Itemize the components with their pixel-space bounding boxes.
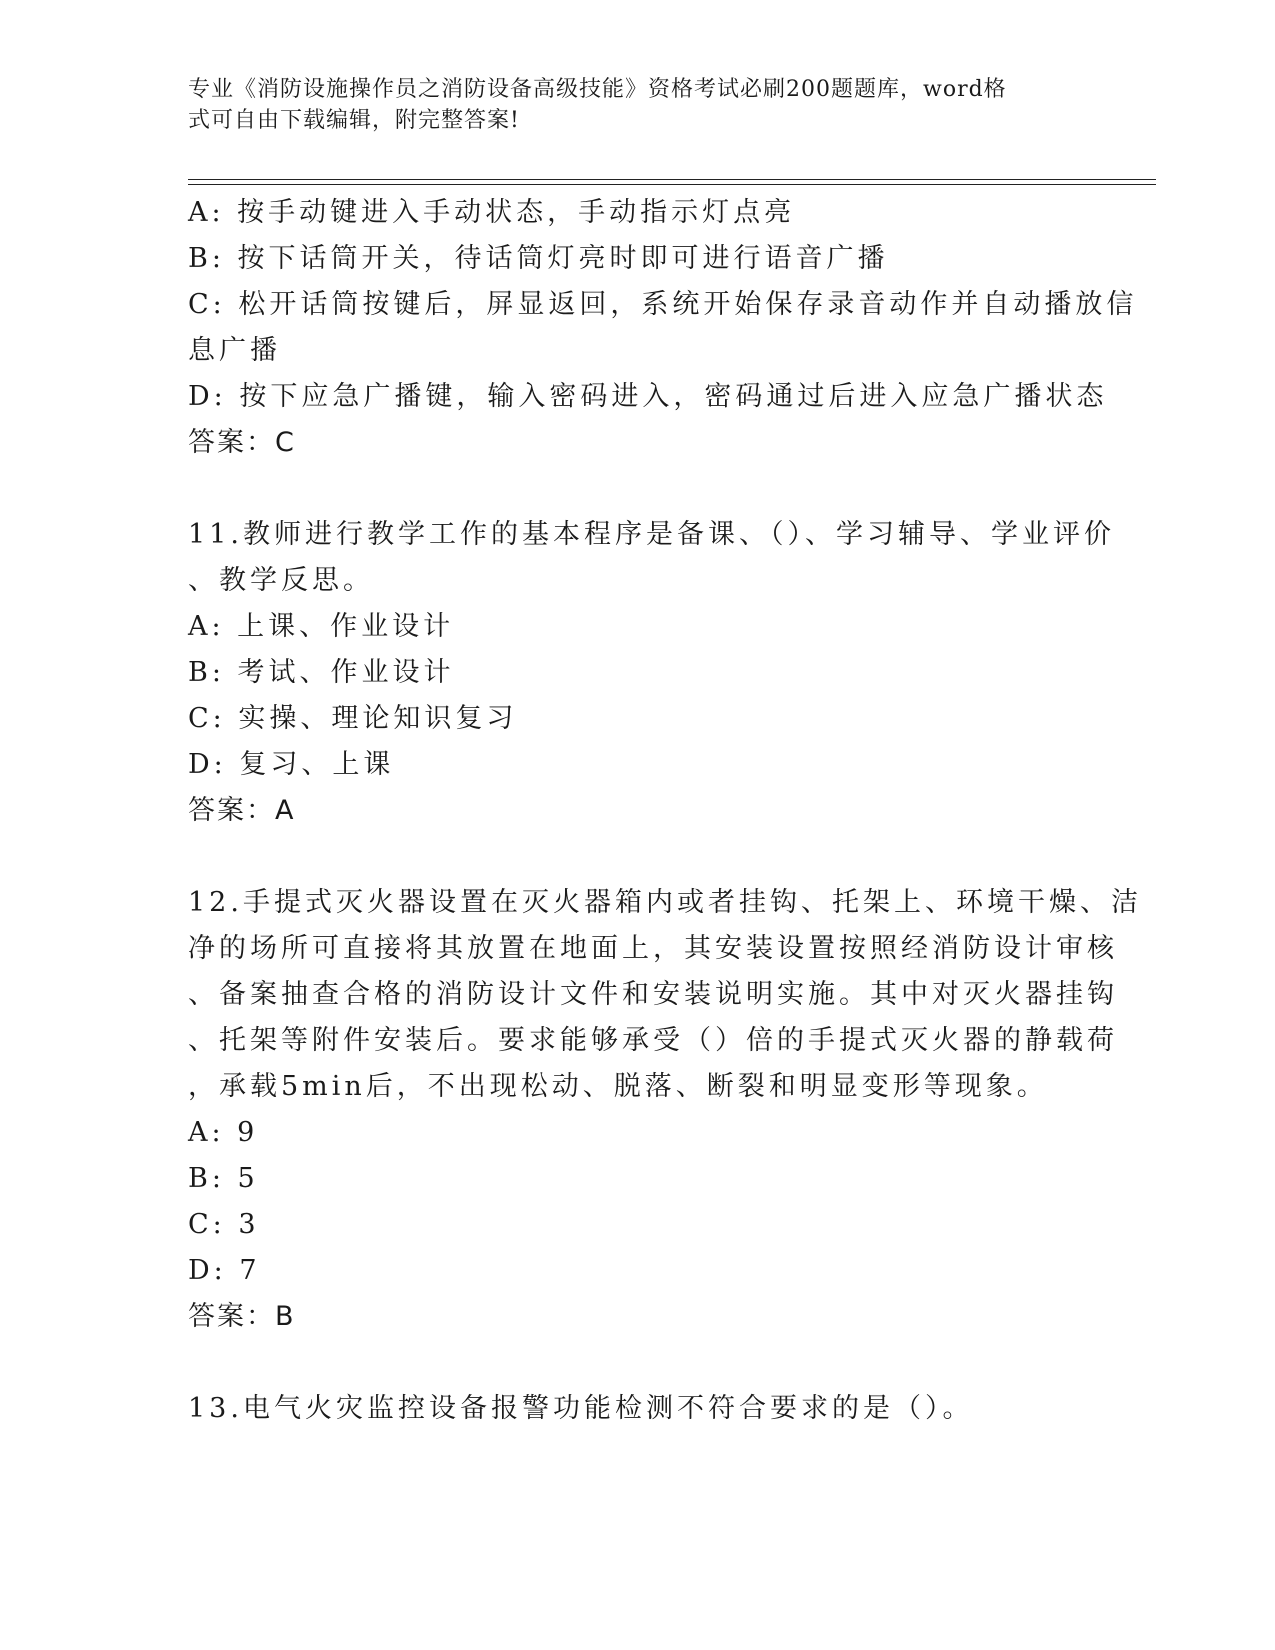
q12-stem-line-3: 、备案抽查合格的消防设计文件和安装说明实施。其中对灭火器挂钩 (188, 979, 1118, 1010)
document-header (188, 74, 1068, 136)
q12-stem-line-1: 12.手提式灭火器设置在灭火器箱内或者挂钩、托架上、环境干燥、洁 (188, 887, 1142, 918)
q12-answer: 答案：B (188, 1301, 296, 1332)
header-line-1: 专业《消防设施操作员之消防设备高级技能》资格考试必刷200题题库，word格 (188, 77, 1007, 102)
q11-option-b: B: 考试、作业设计 (188, 657, 455, 688)
header-rule-top (188, 179, 1156, 180)
q10-option-d: D: 按下应急广播键，输入密码进入，密码通过后进入应急广播状态 (188, 381, 1108, 412)
q12-stem-line-2: 净的场所可直接将其放置在地面上，其安装设置按照经消防设计审核 (188, 933, 1118, 964)
q12-stem-line-5: ，承载5min后，不出现松动、脱落、断裂和明显变形等现象。 (188, 1071, 1048, 1102)
q12-option-b: B: 5 (188, 1163, 259, 1194)
q11-stem-line-1: 11.教师进行教学工作的基本程序是备课、（）、学习辅导、学业评价 (188, 519, 1115, 550)
question-13 (188, 1386, 1088, 1432)
q10-option-c: C: 松开话筒按键后，屏显返回，系统开始保存录音动作并自动播放信 (188, 289, 1138, 320)
q10-option-b: B: 按下话筒开关，待话筒灯亮时即可进行语音广播 (188, 243, 889, 274)
question-12 (188, 880, 1142, 1340)
q10-option-a: A: 按手动键进入手动状态，手动指示灯点亮 (188, 197, 796, 228)
q11-option-a: A: 上课、作业设计 (188, 611, 455, 642)
spacer (188, 466, 1088, 512)
q11-answer: 答案：A (188, 795, 296, 826)
q12-option-c: C: 3 (188, 1209, 260, 1240)
question-11 (188, 512, 1115, 834)
question-10 (188, 190, 1138, 466)
spacer (188, 1340, 1088, 1386)
spacer (188, 834, 1088, 880)
question-list (188, 190, 1142, 1432)
q10-option-c-continued: 息广播 (188, 335, 281, 366)
header-line-2: 式可自由下载编辑，附完整答案! (188, 108, 520, 133)
q12-option-a: A: 9 (188, 1117, 259, 1148)
q11-option-c: C: 实操、理论知识复习 (188, 703, 518, 734)
q11-stem-line-2: 、教学反思。 (188, 565, 374, 596)
header-rule-bottom (188, 184, 1156, 185)
q10-answer: 答案：C (188, 427, 296, 458)
q11-option-d: D: 复习、上课 (188, 749, 395, 780)
q13-stem-line-1: 13.电气火灾监控设备报警功能检测不符合要求的是（）。 (188, 1393, 974, 1424)
q12-option-d: D: 7 (188, 1255, 261, 1286)
q12-stem-line-4: 、托架等附件安装后。要求能够承受（）倍的手提式灭火器的静载荷 (188, 1025, 1118, 1056)
